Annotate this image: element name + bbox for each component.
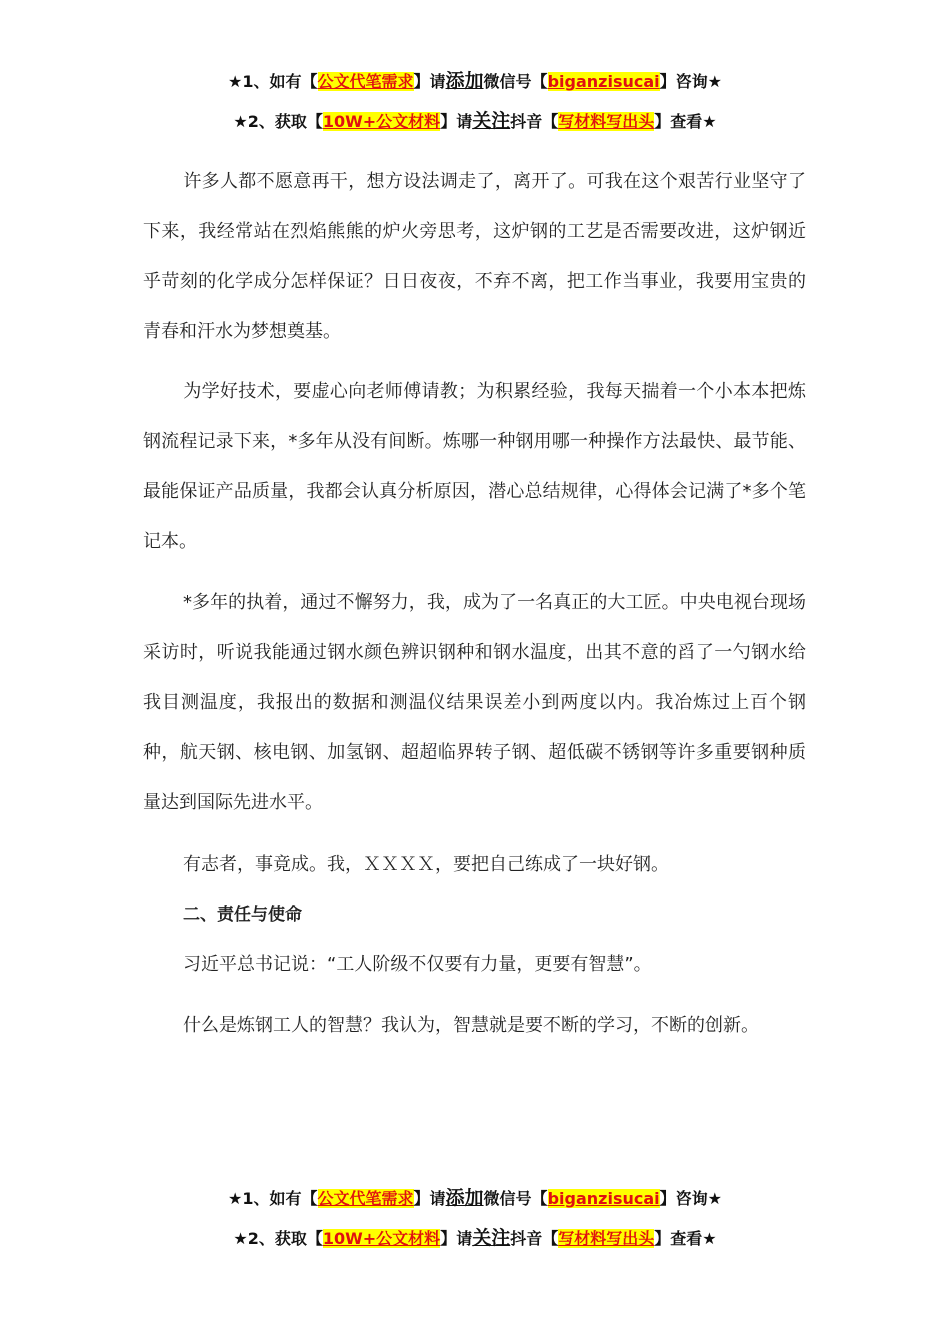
promo-text: 】请 — [413, 1189, 446, 1208]
promo-highlight: 写材料写出头 — [558, 112, 655, 131]
promo-highlight: biganzisucai — [547, 1189, 660, 1208]
paragraph-1 — [143, 157, 806, 357]
promo-text: 】请 — [440, 1229, 473, 1248]
paragraph-text: 为学好技术，要虚心向老师傅请教；为积累经验，我每天揣着一个小本本把炼钢流程记录下来，*多年从没有间断。炼哪一种钢用哪一种操作方法最快、最节能、最能保证产品质量，我都会认真分析原因，潜心总结规律，心得体会记满了*多个笔记本。 — [143, 381, 806, 552]
promo-highlight: biganzisucai — [547, 72, 660, 91]
promo-text: ★1、如有【 — [228, 72, 318, 91]
promo-text: 抖音【 — [510, 1229, 559, 1248]
promo-emphasis: 关注 — [472, 1227, 511, 1249]
paragraph-2 — [143, 367, 806, 567]
promo-emphasis: 添加 — [445, 70, 484, 92]
promo-text: ★1、如有【 — [228, 1189, 318, 1208]
promo-text: 】咨询★ — [659, 72, 722, 91]
promo-line-1 — [0, 70, 950, 93]
section-heading: 二、责任与使命 — [183, 905, 302, 925]
promo-emphasis: 关注 — [472, 110, 511, 132]
promo-text: ★2、获取【 — [233, 1229, 323, 1248]
promo-text: 】请 — [413, 72, 446, 91]
paragraph-4: 有志者，事竟成。我，ＸＸＸＸ，要把自己练成了一块好钢。 — [183, 854, 669, 875]
promo-text: 微信号【 — [483, 72, 548, 91]
paragraph-text: 许多人都不愿意再干，想方设法调走了，离开了。可我在这个艰苦行业坚守了下来，我经常站在烈焰熊熊的炉火旁思考，这炉钢的工艺是否需要改进，这炉钢近乎苛刻的化学成分怎样保证？日日夜夜，不弃不离，把工作当事业，我要用宝贵的青春和汗水为梦想奠基。 — [143, 171, 806, 342]
promo-highlight: 10W+公文材料 — [322, 1229, 441, 1248]
promo-highlight: 公文代笔需求 — [317, 72, 414, 91]
promo-text: ★2、获取【 — [233, 112, 323, 131]
promo-line-4 — [0, 1227, 950, 1250]
paragraph-text: *多年的执着，通过不懈努力，我，成为了一名真正的大工匠。中央电视台现场采访时，听说我能通过钢水颜色辨识钢种和钢水温度，出其不意的舀了一勺钢水给我目测温度，我报出的数据和测温仪结果误差小到两度以内。我冶炼过上百个钢种，航天钢、核电钢、加氢钢、超超临界转子钢、超低碳不锈钢等许多重要钢种质量达到国际先进水平。 — [143, 592, 806, 813]
paragraph-6: 什么是炼钢工人的智慧？我认为，智慧就是要不断的学习，不断的创新。 — [183, 1015, 759, 1036]
promo-line-3 — [0, 1187, 950, 1210]
paragraph-5: 习近平总书记说：“工人阶级不仅要有力量，更要有智慧”。 — [183, 954, 652, 975]
promo-highlight: 写材料写出头 — [558, 1229, 655, 1248]
promo-line-2 — [0, 110, 950, 133]
promo-text: 抖音【 — [510, 112, 559, 131]
promo-text: 微信号【 — [483, 1189, 548, 1208]
promo-text: 】请 — [440, 112, 473, 131]
promo-text: 】咨询★ — [659, 1189, 722, 1208]
promo-emphasis: 添加 — [445, 1187, 484, 1209]
promo-text: 】查看★ — [654, 112, 717, 131]
promo-highlight: 公文代笔需求 — [317, 1189, 414, 1208]
promo-highlight: 10W+公文材料 — [322, 112, 441, 131]
paragraph-3 — [143, 578, 806, 828]
promo-text: 】查看★ — [654, 1229, 717, 1248]
